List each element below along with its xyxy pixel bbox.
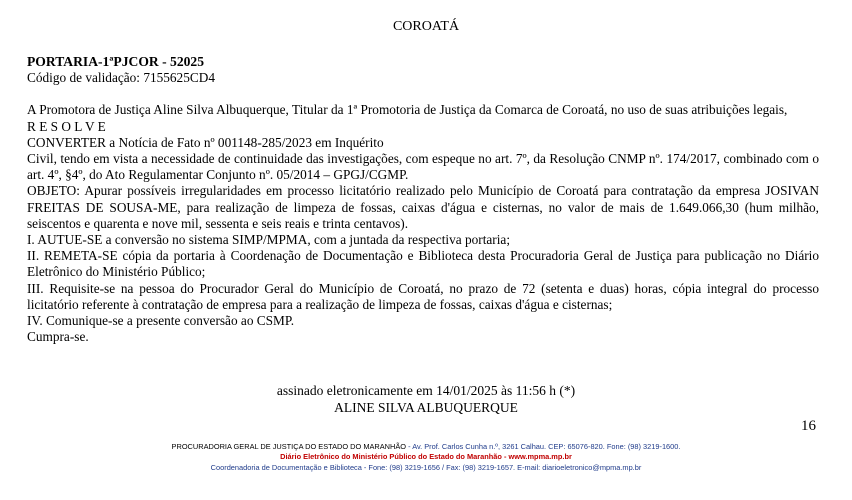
converter-paragraph: CONVERTER a Notícia de Fato nº 001148-285/2023 em Inquérito bbox=[27, 134, 384, 150]
cumpra-se: Cumpra-se. bbox=[27, 329, 89, 345]
item-remeta: II. REMETA-SE cópia da portaria à Coordenação de Documentação e Biblioteca desta Procuradoria Geral de Justiça para publicação no Diário Eletrônico do Ministério Público; bbox=[27, 248, 819, 280]
footer-phone: . Fone: (98) 3219-1600. bbox=[602, 442, 681, 451]
civil-paragraph: Civil, tendo em vista a necessidade de continuidade das investigações, com espeque no art. 7º, da Resolução CNMP nº. 174/2017, combinado com o art. 4º, §4º, do Ato Regulamentar Conjunto nº. 05/2014 – GPGJ/CGMP. bbox=[27, 151, 819, 183]
item-requisite: III. Requisite-se na pessoa do Procurador Geral do Município de Coroatá, no prazo de 72 (setenta e duas) horas, cópia integral do processo licitatório referente à contratação de empresa para a realização de limpeza de fossas, caixas d'água e cisternas; bbox=[27, 280, 819, 312]
portaria-title: PORTARIA-1ªPJCOR - 52025 bbox=[27, 54, 205, 69]
footer-address-line bbox=[0, 442, 852, 452]
resolve-heading: R E S O L V E bbox=[27, 118, 106, 134]
signature-name: ALINE SILVA ALBUQUERQUE bbox=[334, 400, 518, 415]
footer-diario-line: Diário Eletrônico do Ministério Público do Estado do Maranhão - www.mpma.mp.br bbox=[280, 452, 572, 461]
validation-code: Código de validação: 7155625CD4 bbox=[27, 70, 215, 86]
objeto-paragraph: OBJETO: Apurar possíveis irregularidades em processo licitatório realizado pelo Município de Coroatá para contratação da empresa JOSIVAN FREITAS DE SOUSA-ME, para realização de limpeza de fossas, caixas d'água e cisternas, no valor de mais de 1.649.066,30 (hum milhão, seiscentos e quarenta e nove mil, sessenta e seis reais e trinta centavos). bbox=[27, 183, 819, 231]
document-body bbox=[27, 54, 819, 345]
spacer bbox=[27, 86, 819, 102]
footer-address: - Av. Prof. Carlos Cunha n.º, 3261 Calhau. CEP: bbox=[406, 442, 568, 451]
intro-paragraph: A Promotora de Justiça Aline Silva Albuquerque, Titular da 1ª Promotoria de Justiça da Comarca de Coroatá, no uso de suas atribuições legais, bbox=[27, 102, 788, 118]
footer-cep: 65076-820 bbox=[567, 442, 603, 451]
city-heading: COROATÁ bbox=[392, 19, 460, 34]
item-comunique: IV. Comunique-se a presente conversão ao CSMP. bbox=[27, 313, 295, 329]
signature-date: assinado eletronicamente em 14/01/2025 às 11:56 h (*) bbox=[276, 383, 576, 398]
footer-coordenadoria-line: Coordenadoria de Documentação e Biblioteca - Fone: (98) 3219-1656 / Fax: (98) 3219-1657. E-mail: diarioeletronico@mpma.mp.br bbox=[210, 463, 642, 472]
footer-institution: PROCURADORIA GERAL DE JUSTIÇA DO ESTADO DO MARANHÃO bbox=[171, 442, 407, 451]
item-autue: I. AUTUE-SE a conversão no sistema SIMP/MPMA, com a juntada da respectiva portaria; bbox=[27, 232, 511, 248]
page-number: 16 bbox=[801, 418, 816, 434]
